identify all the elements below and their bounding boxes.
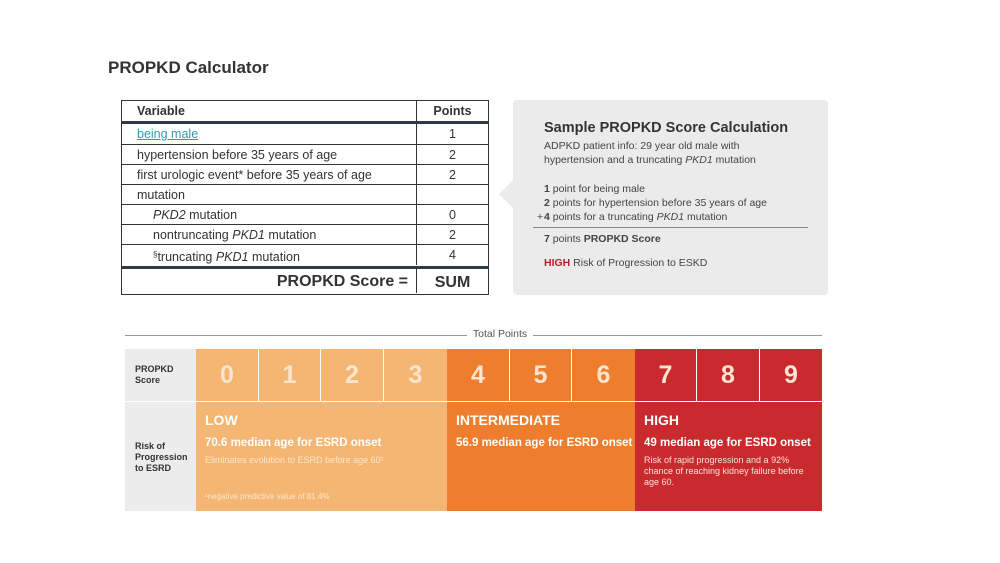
table-row bbox=[122, 164, 488, 184]
sample-title: Sample PROPKD Score Calculation bbox=[544, 120, 789, 136]
points-value: 1 bbox=[416, 124, 488, 144]
score-label: PROPKD Score = bbox=[276, 273, 408, 290]
page-title: PROPKD Calculator bbox=[108, 58, 269, 77]
score-cell: 0 bbox=[196, 349, 259, 401]
breakdown-line: 2 points for hypertension before 35 years of age bbox=[544, 197, 767, 209]
score-cell: 3 bbox=[384, 349, 447, 401]
risk-median: 49 median age for ESRD onset bbox=[644, 437, 811, 449]
variable-label: §truncating PKD1 mutation bbox=[153, 250, 300, 264]
table-header bbox=[122, 101, 488, 124]
score-cell: 4 bbox=[447, 349, 510, 401]
risk-description: Eliminates evolution to ESRD before age 60¹ bbox=[205, 455, 384, 465]
points-value: 2 bbox=[416, 165, 488, 185]
score-cell: 7 bbox=[635, 349, 697, 401]
score-cell: 1 bbox=[259, 349, 321, 401]
score-cell: 8 bbox=[697, 349, 760, 401]
table-row bbox=[122, 244, 488, 264]
risk-footnote: ¹negative predictive value of 81.4% bbox=[205, 492, 330, 501]
score-cell: 6 bbox=[572, 349, 635, 401]
risk-median: 70.6 median age for ESRD onset bbox=[205, 437, 382, 449]
points-value: 2 bbox=[416, 225, 488, 245]
breakdown-line: 1 point for being male bbox=[544, 183, 645, 195]
risk-high bbox=[635, 402, 822, 511]
risk-intermediate bbox=[447, 402, 635, 511]
score-row-label: PROPKD Score bbox=[125, 349, 196, 401]
variables-table bbox=[121, 100, 489, 295]
table-row bbox=[122, 224, 488, 244]
patient-info: ADPKD patient info: 29 year old male with hypertension and a truncating PKD1 mutation bbox=[544, 140, 756, 166]
score-sum-row bbox=[122, 266, 488, 294]
score-cell: 2 bbox=[321, 349, 384, 401]
table-row bbox=[122, 144, 488, 164]
divider bbox=[533, 227, 808, 228]
variable-label: mutation bbox=[137, 188, 185, 202]
callout-arrow bbox=[499, 180, 513, 208]
risk-row-label: Risk of Progression to ESRD bbox=[125, 402, 196, 511]
points-value: 0 bbox=[416, 205, 488, 225]
points-breakdown bbox=[533, 182, 767, 224]
total-points-label: Total Points bbox=[0, 328, 1000, 340]
variable-label: first urologic event* before 35 years of age bbox=[137, 168, 372, 182]
points-value bbox=[416, 185, 488, 205]
total-score: 7 points PROPKD Score bbox=[544, 233, 661, 245]
being-male-link[interactable]: being male bbox=[137, 127, 199, 141]
risk-description: Risk of rapid progression and a 92% chance of reaching kidney failure before age 60. bbox=[644, 455, 804, 487]
variable-label: nontruncating PKD1 mutation bbox=[153, 228, 317, 242]
risk-result: HIGH Risk of Progression to ESKD bbox=[544, 257, 708, 269]
table-row bbox=[122, 124, 488, 144]
points-value: 2 bbox=[416, 145, 488, 165]
risk-low bbox=[196, 402, 447, 511]
variable-label: PKD2 mutation bbox=[153, 208, 238, 222]
risk-median: 56.9 median age for ESRD onset bbox=[456, 437, 633, 449]
risk-name: LOW bbox=[205, 412, 238, 428]
score-cell: 5 bbox=[510, 349, 572, 401]
risk-name: INTERMEDIATE bbox=[456, 412, 560, 428]
variable-header: Variable bbox=[137, 104, 185, 118]
breakdown-line: + 4 points for a truncating PKD1 mutation bbox=[537, 211, 728, 223]
risk-name: HIGH bbox=[644, 412, 679, 428]
points-value: 4 bbox=[416, 245, 488, 265]
points-header: Points bbox=[416, 101, 488, 121]
sample-calculation-box bbox=[513, 100, 828, 295]
score-cell: 9 bbox=[760, 349, 822, 401]
table-row bbox=[122, 184, 488, 204]
variable-label: hypertension before 35 years of age bbox=[137, 148, 338, 162]
table-row bbox=[122, 204, 488, 224]
score-value: SUM bbox=[416, 269, 488, 293]
